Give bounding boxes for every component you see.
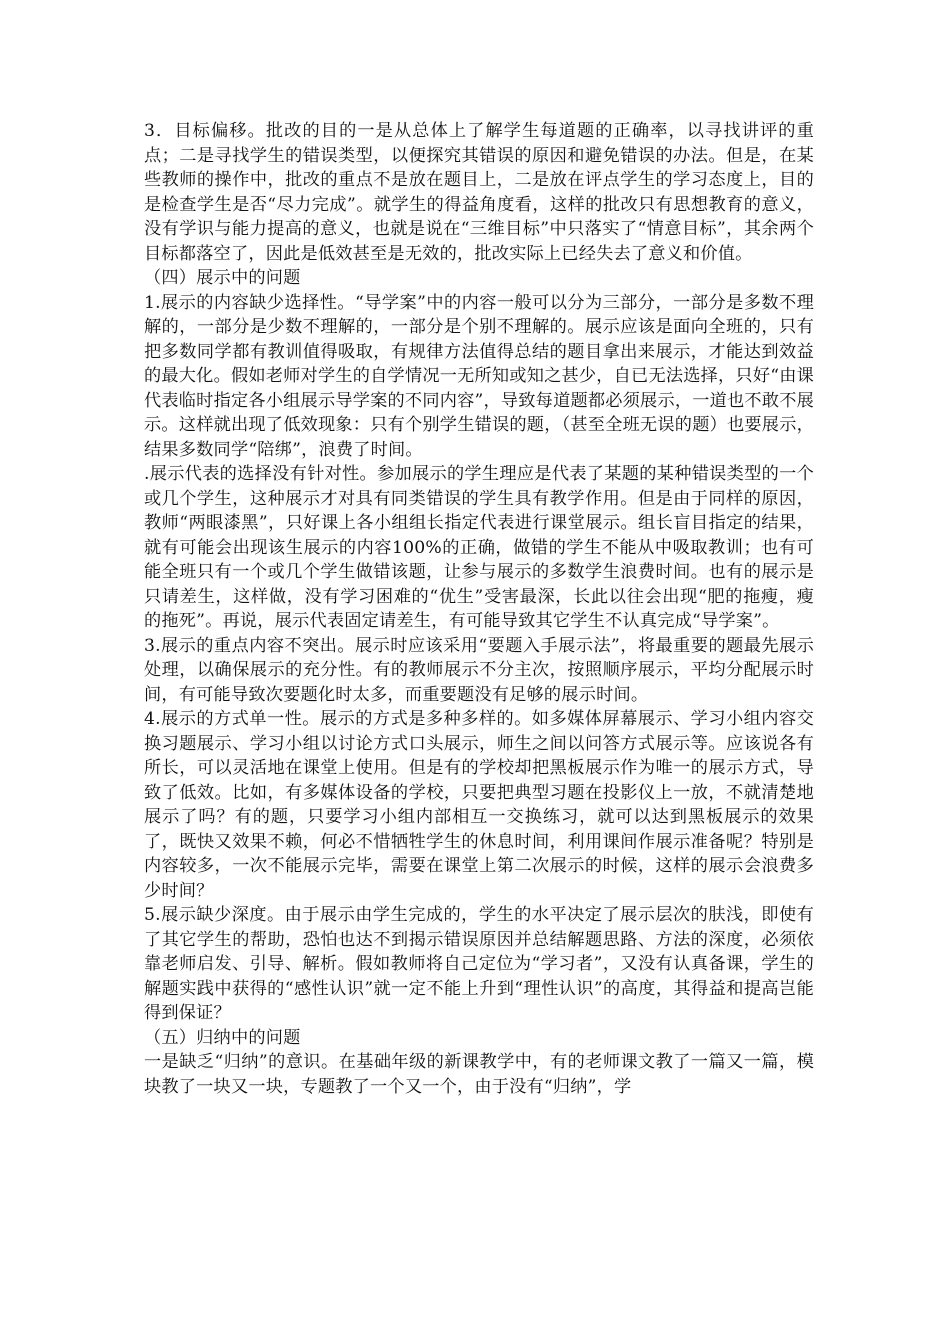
paragraph-display-focus: 3.展示的重点内容不突出。展示时应该采用“要题入手展示法”，将最重要的题最先展示处理，以确保展示的充分性。有的教师展示不分主次，按照顺序展示，平均分配展示时间，有可能导致次要题化时太多，而重要题没有足够的展示时间。 <box>144 635 814 705</box>
section-heading-display-problems: （四）展示中的问题 <box>144 268 301 288</box>
paragraph-display-method: 4.展示的方式单一性。展示的方式是多种多样的。如多媒体屏幕展示、学习小组内容交换习题展示、学习小组以讨论方式口头展示，师生之间以问答方式展示等。应该说各有所长，可以灵活地在课堂上使用。但是有的学校却把黑板展示作为唯一的展示方式，导致了低效。比如，有多媒体设备的学校，只要把典型习题在投影仪上一放，不就清楚地展示了吗？有的题，只要学习小组内部相互一交换练习，就可以达到黑板展示的效果了，既快又效果不赖，何必不惜牺牲学生的休息时间，利用课间作展示准备呢？特别是内容较多，一次不能展示完毕，需要在课堂上第二次展示的时候，这样的展示会浪费多少时间？ <box>144 709 814 901</box>
paragraph-display-content: 1.展示的内容缺少选择性。“导学案”中的内容一般可以分为三部分，一部分是多数不理解的，一部分是少数不理解的，一部分是个别不理解的。展示应该是面向全班的，只有把多数同学都有教训值得吸取，有规律方法值得总结的题目拿出来展示，才能达到效益的最大化。假如老师对学生的自学情况一无所知或知之甚少，自已无法选择，只好“由课代表临时指定各小组展示导学案的不同内容”，导致每道题都必须展示，一道也不敢不展示。这样就出现了低效现象：只有个别学生错误的题，（甚至全班无误的题）也要展示，结果多数同学“陪绑”，浪费了时间。 <box>144 292 814 460</box>
paragraph-display-representative: .展示代表的选择没有针对性。参加展示的学生理应是代表了某题的某种错误类型的一个或几个学生，这种展示才对具有同类错误的学生具有教学作用。但是由于同样的原因，教师“两眼漆黑”，只好课上各小组组长指定代表进行课堂展示。组长盲目指定的结果，就有可能会出现该生展示的内容100%的正确，做错的学生不能从中吸取教训；也有可能全班只有一个或几个学生做错该题，让参与展示的多数学生浪费时间。也有的展示是只请差生，这样做，没有学习困难的“优生”受害最深，长此以往会出现“肥的拖瘦，瘦的拖死”。再说，展示代表固定请差生，有可能导致其它学生不认真完成“导学案”。 <box>144 464 814 631</box>
paragraph-display-depth: 5.展示缺少深度。由于展示由学生完成的，学生的水平决定了展示层次的肤浅，即使有了其它学生的帮助，恐怕也达不到揭示错误原因并总结解题思路、方法的深度，必须依靠老师启发、引导、解析。假如教师将自己定位为“学习者”，又没有认真备课，学生的解题实践中获得的“感性认识”就一定不能上升到“理性认识”的高度，其得益和提高岂能得到保证？ <box>144 905 814 1023</box>
paragraph-summary-awareness: 一是缺乏“归纳”的意识。在基础年级的新课教学中，有的老师课文教了一篇又一篇，模块教了一块又一块，专题教了一个又一个，由于没有“归纳”，学 <box>144 1052 814 1097</box>
document-body <box>144 119 814 1099</box>
paragraph-target-shift: 3．目标偏移。批改的目的一是从总体上了解学生每道题的正确率，以寻找讲评的重点；二是寻找学生的错误类型，以便探究其错误的原因和避免错误的办法。但是，在某些教师的操作中，批改的重点不是放在题目上，二是放在评点学生的学习态度上，目的是检查学生是否“尽力完成”。就学生的得益角度看，这样的批改只有思想教育的意义，没有学识与能力提高的意义，也就是说在“三维目标”中只落实了“情意目标”，其余两个目标都落空了，因此是低效甚至是无效的，批改实际上已经失去了意义和价值。 <box>144 121 814 264</box>
section-heading-summary-problems: （五）归纳中的问题 <box>144 1027 301 1048</box>
